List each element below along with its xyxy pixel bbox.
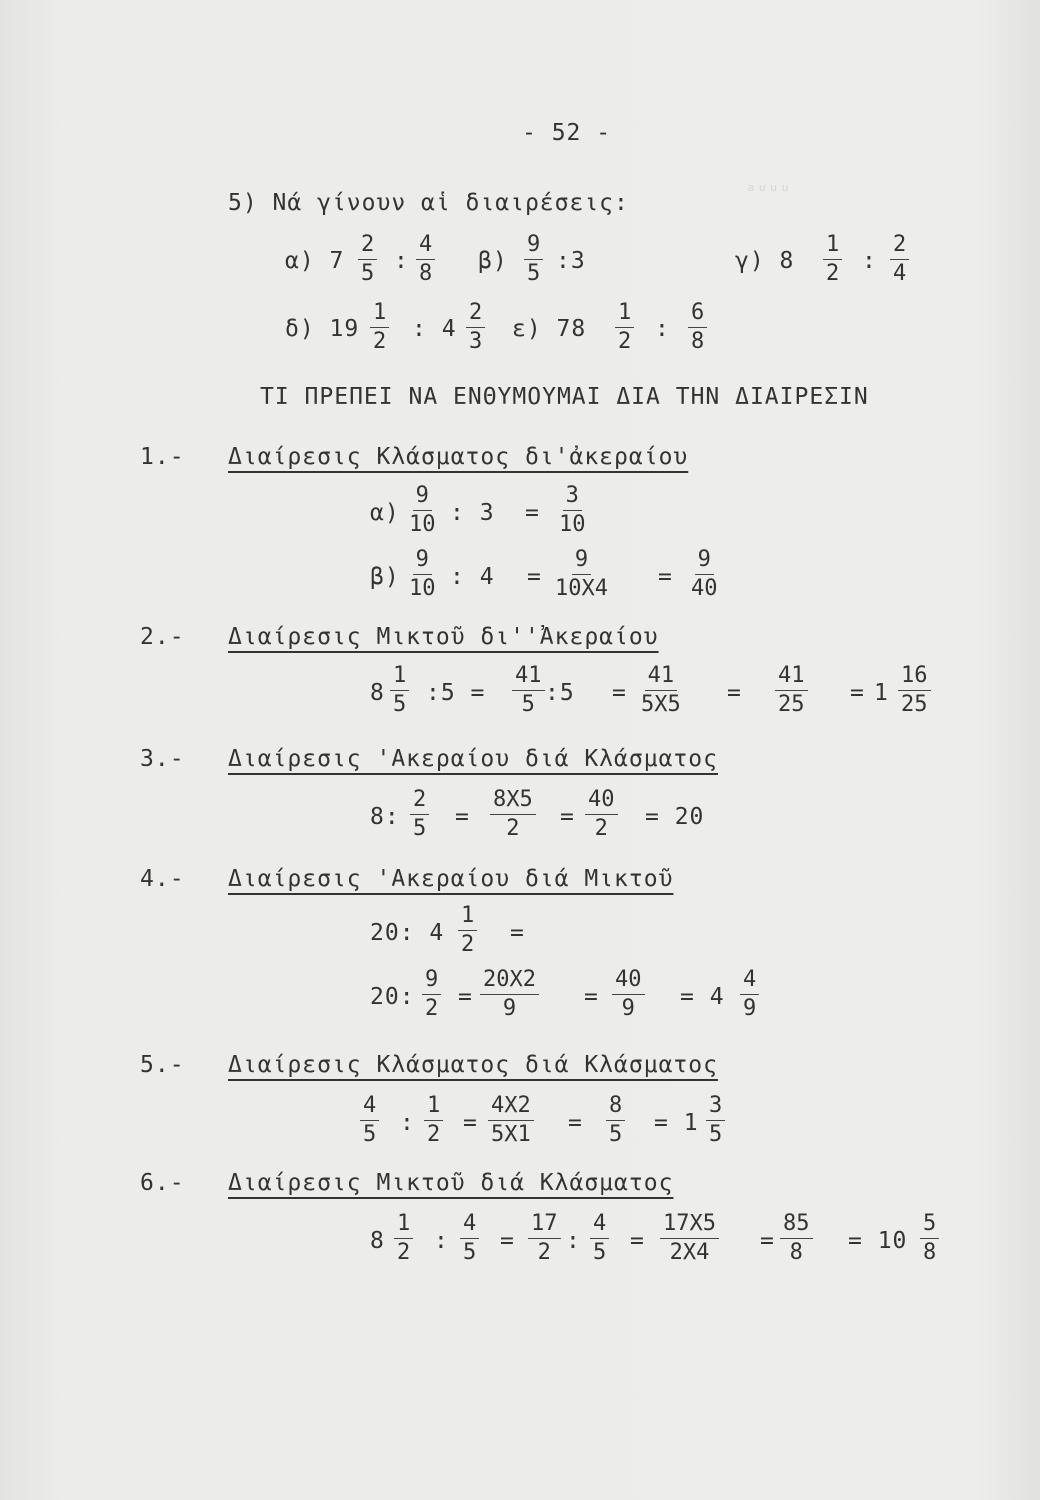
rule-title: Διαίρεσις Μικτοῦ διά Κλάσματος <box>228 1170 674 1196</box>
fraction: $\frac{4X2}{5X1}$ <box>488 1095 534 1146</box>
whole-number: 8 <box>370 680 385 706</box>
rule-number: 2.- <box>140 624 185 650</box>
rule-number: 3.- <box>140 746 185 772</box>
operator: : <box>394 248 409 274</box>
equals: = <box>500 1228 515 1254</box>
exercise-e-label: ε) 78 <box>512 316 587 342</box>
rule-title: Διαίρεσις Μικτοῦ δι''Ἀκεραίου <box>228 624 659 650</box>
fraction: $\frac{17X5}{2X4}$ <box>660 1213 719 1264</box>
fraction: $\frac{16}{25}$ <box>898 665 931 716</box>
operator: : <box>566 1228 581 1254</box>
equals: = <box>463 1110 478 1136</box>
section-title: ΤΙ ΠΡΕΠΕΙ ΝΑ ΕΝΘΥΜΟΥΜΑΙ ΔΙΑ ΤΗΝ ΔΙΑΙΡΕΣΙΝ <box>260 384 869 410</box>
bleed-through-text: ᵃᵘᵘᵘ <box>745 180 791 202</box>
equals: = <box>612 680 627 706</box>
result: = 4 <box>680 984 725 1010</box>
rule-title: Διαίρεσις 'Ακεραίου διά Κλάσματος <box>228 746 718 772</box>
fraction: $\frac{2}{4}$ <box>890 234 909 285</box>
fraction: $\frac{40}{9}$ <box>612 969 645 1020</box>
fraction: $\frac{41}{5X5}$ <box>641 663 681 717</box>
fraction: $\frac{9}{5}$ <box>524 234 543 285</box>
operator: :5 <box>545 680 575 706</box>
fraction: $\frac{1}{2}$ <box>424 1095 443 1146</box>
result: = 10 <box>848 1228 908 1254</box>
whole-number: 20: <box>370 984 415 1010</box>
fraction: $\frac{1}{2}$ <box>823 234 842 285</box>
fraction: $\frac{8}{5}$ <box>606 1095 625 1146</box>
fraction: $\frac{41}{5}$ <box>512 665 545 716</box>
fraction: $\frac{4}{9}$ <box>740 969 759 1020</box>
rule-title: Διαίρεσις 'Ακεραίου διά Μικτοῦ <box>228 866 674 892</box>
page-number: - 52 - <box>522 120 612 146</box>
rule-number: 1.- <box>140 444 185 470</box>
operator: : <box>434 1228 449 1254</box>
fraction: $\frac{4}{5}$ <box>590 1213 609 1264</box>
exercise-c-label: γ) 8 <box>735 248 795 274</box>
equals: = <box>584 984 599 1010</box>
fraction: $\frac{8X5}{2}$ <box>490 789 536 840</box>
fraction: $\frac{9}{40}$ <box>691 547 718 601</box>
equals: = <box>455 804 470 830</box>
example-label: β) <box>370 564 400 590</box>
rule-number: 5.- <box>140 1052 185 1078</box>
fraction: $\frac{3}{5}$ <box>706 1095 725 1146</box>
equals: = <box>727 680 742 706</box>
rule-title: Διαίρεσις Κλάσματος δι'ἀκεραίου <box>228 444 689 470</box>
fraction: $\frac{9}{10}$ <box>409 483 436 537</box>
equals: = <box>510 920 525 946</box>
fraction: $\frac{1}{2}$ <box>370 302 389 353</box>
operator: : <box>400 1110 415 1136</box>
equals: = <box>458 984 473 1010</box>
fraction: $\frac{9}{2}$ <box>422 969 441 1020</box>
fraction: $\frac{1}{2}$ <box>458 905 477 956</box>
whole-number: 20: 4 <box>370 920 445 946</box>
exercise-a-label: α) 7 <box>285 248 345 274</box>
operator: : 4 <box>412 316 457 342</box>
result: = 1 <box>654 1110 699 1136</box>
equals: = <box>658 564 673 590</box>
fraction: $\frac{2}{3}$ <box>466 302 485 353</box>
whole-number: 8 <box>370 1228 385 1254</box>
operator: :3 <box>556 248 586 274</box>
fraction: $\frac{40}{2}$ <box>585 789 618 840</box>
fraction: $\frac{2}{5}$ <box>410 789 429 840</box>
equals: = <box>525 500 540 526</box>
rule-number: 6.- <box>140 1170 185 1196</box>
fraction: $\frac{4}{8}$ <box>416 234 435 285</box>
fraction: $\frac{1}{5}$ <box>390 665 409 716</box>
equals: = <box>560 804 575 830</box>
result: = 20 <box>645 804 705 830</box>
operator: : 4 <box>450 564 495 590</box>
fraction: $\frac{4}{5}$ <box>360 1095 379 1146</box>
equals: = <box>630 1228 645 1254</box>
operator: : <box>862 248 877 274</box>
operator: : 3 <box>450 500 495 526</box>
example-label: α) <box>370 500 400 526</box>
fraction: $\frac{6}{8}$ <box>688 302 707 353</box>
fraction: $\frac{1}{2}$ <box>394 1213 413 1264</box>
rule-number: 4.- <box>140 866 185 892</box>
whole-number: 8: <box>370 804 400 830</box>
operator: : <box>655 316 670 342</box>
fraction: $\frac{1}{2}$ <box>615 302 634 353</box>
exercise-heading: 5) Νά γίνουν αἱ διαιρέσεις: <box>228 190 629 216</box>
rule-title: Διαίρεσις Κλάσματος διά Κλάσματος <box>228 1052 718 1078</box>
fraction: $\frac{4}{5}$ <box>460 1213 479 1264</box>
exercise-b-label: β) <box>478 248 508 274</box>
fraction: $\frac{41}{25}$ <box>775 665 808 716</box>
operator: :5 = <box>426 680 486 706</box>
equals: = <box>568 1110 583 1136</box>
equals: = <box>850 680 865 706</box>
whole-number: 1 <box>874 680 889 706</box>
fraction: $\frac{3}{10}$ <box>559 483 586 537</box>
fraction: $\frac{17}{2}$ <box>528 1213 561 1264</box>
fraction: $\frac{5}{8}$ <box>920 1213 939 1264</box>
fraction: $\frac{9}{10}$ <box>409 547 436 601</box>
exercise-d-label: δ) 19 <box>285 316 360 342</box>
equals: = <box>760 1228 775 1254</box>
fraction: $\frac{20X2}{9}$ <box>480 969 539 1020</box>
fraction: $\frac{2}{5}$ <box>358 234 377 285</box>
fraction: $\frac{9}{10X4}$ <box>555 547 608 601</box>
fraction: $\frac{85}{8}$ <box>780 1213 813 1264</box>
equals: = <box>527 564 542 590</box>
